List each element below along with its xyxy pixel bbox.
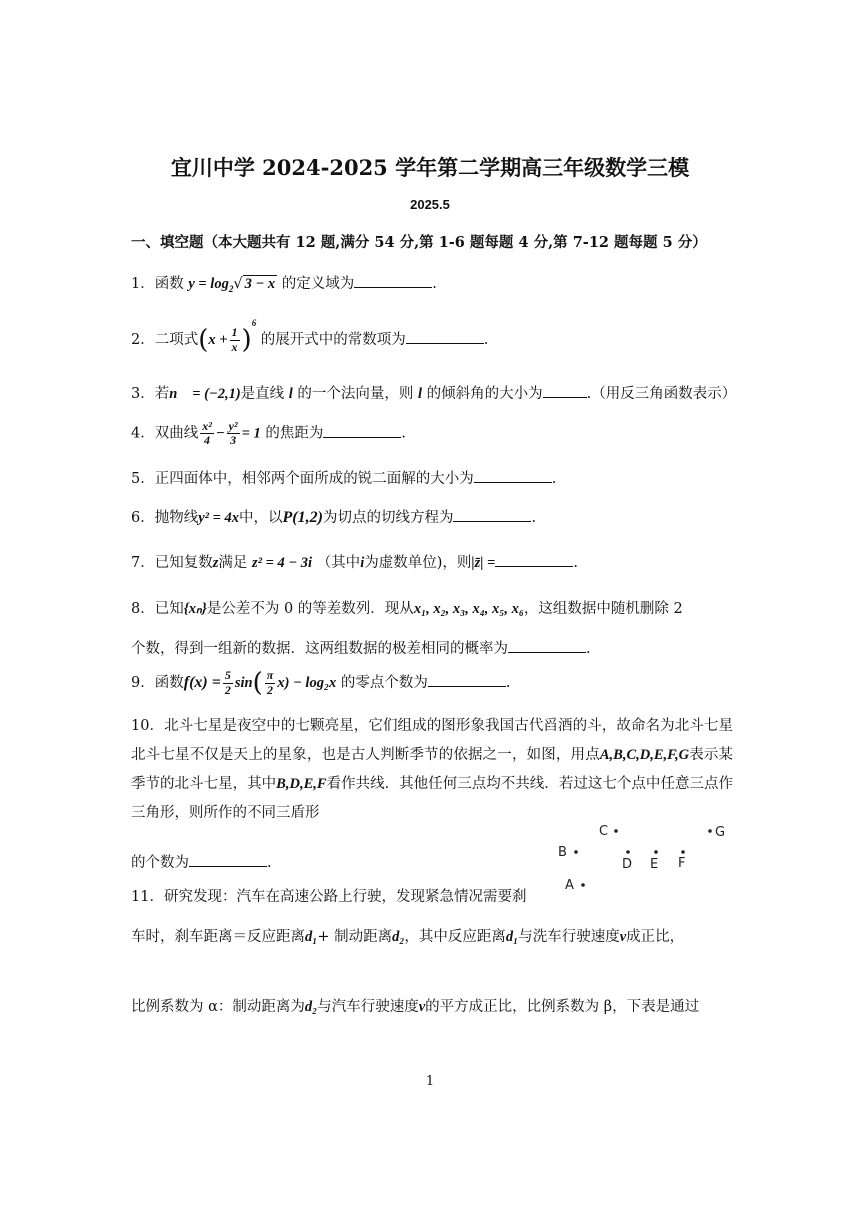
question-6: 6．抛物线y² = 4x中，以P(1,2)为切点的切线方程为 . [131, 509, 537, 526]
question-11-line-2: 车时，刹车距离＝反应距离d₁+ 制动距离d₂，其中反应距离d₁与洗车行驶速度v成正比， [131, 929, 685, 945]
point-a [581, 883, 585, 887]
question-8-line-1: 8．已知{xₙ}是公差不为 0 的等差数列．现从x₁, x₂, x₃, x₄, x₅, x₆，这组数据中随机删除 2 [131, 601, 683, 617]
question-9: 9．函数f(x) = $\frac{5}{2}$ sin( $\frac{\pi}{2}$ x) − log₂x 的零点个数为 . [131, 668, 511, 698]
point-label-c: C [599, 824, 609, 839]
point-label-d: D [622, 857, 633, 872]
point-label-b: B [558, 845, 567, 860]
answer-blank [428, 672, 506, 687]
point-f [681, 850, 685, 854]
question-4: 4．双曲线 $\frac{\text{x²}}{4}$ − $\frac{\text{y²}}{3}$ = 1 的焦距为 . [131, 419, 406, 448]
question-10-tail: 的个数为 . [131, 851, 272, 872]
question-11-line-3: 比例系数为 α：制动距离为d₂与汽车行驶速度v的平方成正比，比例系数为 β，下表是通过 [131, 999, 700, 1015]
answer-blank [495, 552, 573, 567]
question-7: 7．已知复数z满足 z² = 4 − 3i （其中i为虚数单位)，则|z̄| = . [131, 551, 578, 572]
answer-blank [474, 468, 552, 483]
answer-blank [406, 329, 484, 344]
answer-blank [323, 423, 401, 438]
question-11-line-1: 11．研究发现：汽车在高速公路上行驶，发现紧急情况需要刹 [131, 889, 527, 905]
point-label-f: F [678, 856, 686, 871]
question-1: 1．函数 $y = \log_2√$ 3 − x 的定义域为 . [131, 272, 437, 294]
point-g [708, 829, 712, 833]
point-b [574, 850, 578, 854]
question-3: 3．若n⃗ = (−2,1)是直线 l 的一个法向量，则 l 的倾斜角的大小为 .（用反三角函数表示） [131, 382, 736, 403]
page-number: 1 [425, 1074, 435, 1089]
answer-blank [508, 638, 586, 653]
point-c [614, 829, 618, 833]
section-heading: 一、填空题（本大题共有 12 题,满分 54 分,第 1-6 题每题 4 分,第 7-12 题每题 5 分） [131, 234, 707, 251]
answer-blank [354, 273, 432, 288]
answer-blank [453, 507, 531, 522]
point-label-a: A [565, 878, 574, 893]
question-2: 2．二项式(x + $\frac{1}{x}$ )$^6$ 的展开式中的常数项为 . [131, 318, 489, 355]
point-label-e: E [650, 857, 659, 872]
answer-blank [543, 383, 587, 398]
point-d [626, 850, 630, 854]
answer-blank [189, 852, 267, 867]
question-10: 10．北斗七星是夜空中的七颗亮星，它们组成的图形象我国古代舀酒的斗，故命名为北斗七星北斗七星不仅是天上的星象，也是古人判断季节的依据之一，如图，用点A,B,C,D,E,F,G表示某季节的北斗七星，其中B,D,E,F看作共线．其他任何三点均不共线．若过这七个点中任意三点作三角形，则所作的不同三盾形 [131, 718, 734, 821]
exam-date: 2025.5 [410, 197, 450, 212]
point-label-g: G [715, 825, 726, 840]
exam-title: 宜川中学 2024-2025 学年第二学期高三年级数学三模 [170, 155, 690, 180]
big-dipper-figure [555, 820, 735, 900]
point-e [654, 850, 658, 854]
question-5: 5．正四面体中，相邻两个面所成的锐二面解的大小为 . [131, 467, 556, 488]
question-8-line-2: 个数，得到一组新的数据．这两组数据的极差相同的概率为 . [131, 637, 591, 658]
